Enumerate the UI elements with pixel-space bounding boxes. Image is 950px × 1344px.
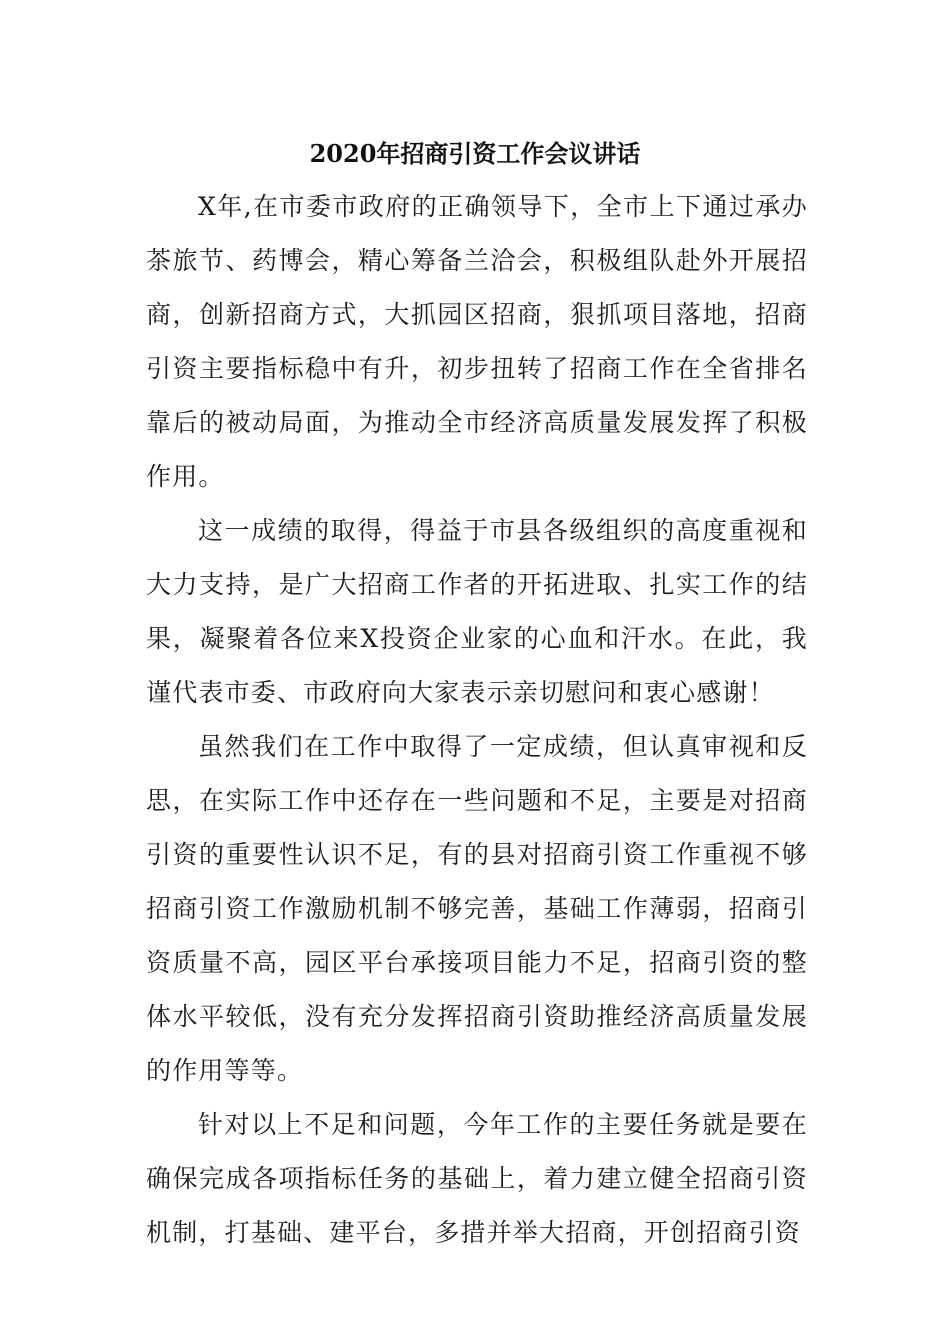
paragraph: 针对以上不足和问题，今年工作的主要任务就是要在确保完成各项指标任务的基础上，着力建立健全招商引资机制，打基础、建平台，多措并举大招商，开创招商引资 — [146, 1110, 808, 1247]
paragraph: 这一成绩的取得，得益于市县各级组织的高度重视和大力支持，是广大招商工作者的开拓进取、扎实工作的结果，凝聚着各位来X投资企业家的心血和汗水。在此，我谨代表市委、市政府向大家表示亲切慰问和衷心感谢！ — [146, 516, 808, 707]
document-title: 2020年招商引资工作会议讲话 — [309, 139, 641, 168]
document-body — [146, 180, 808, 1260]
paragraph: X年,在市委市政府的正确领导下，全市上下通过承办茶旅节、药博会，精心筹备兰洽会，积极组队赴外开展招商，创新招商方式，大抓园区招商，狠抓项目落地，招商引资主要指标稳中有升，初步扭转了招商工作在全省排名靠后的被动局面，为推动全市经济高质量发展发挥了积极作用。 — [146, 192, 808, 491]
paragraph: 虽然我们在工作中取得了一定成绩，但认真审视和反思，在实际工作中还存在一些问题和不足，主要是对招商引资的重要性认识不足，有的县对招商引资工作重视不够招商引资工作激励机制不够完善，基础工作薄弱，招商引资质量不高，园区平台承接项目能力不足，招商引资的整体水平较低，没有充分发挥招商引资助推经济高质量发展的作用等等。 — [146, 732, 808, 1085]
